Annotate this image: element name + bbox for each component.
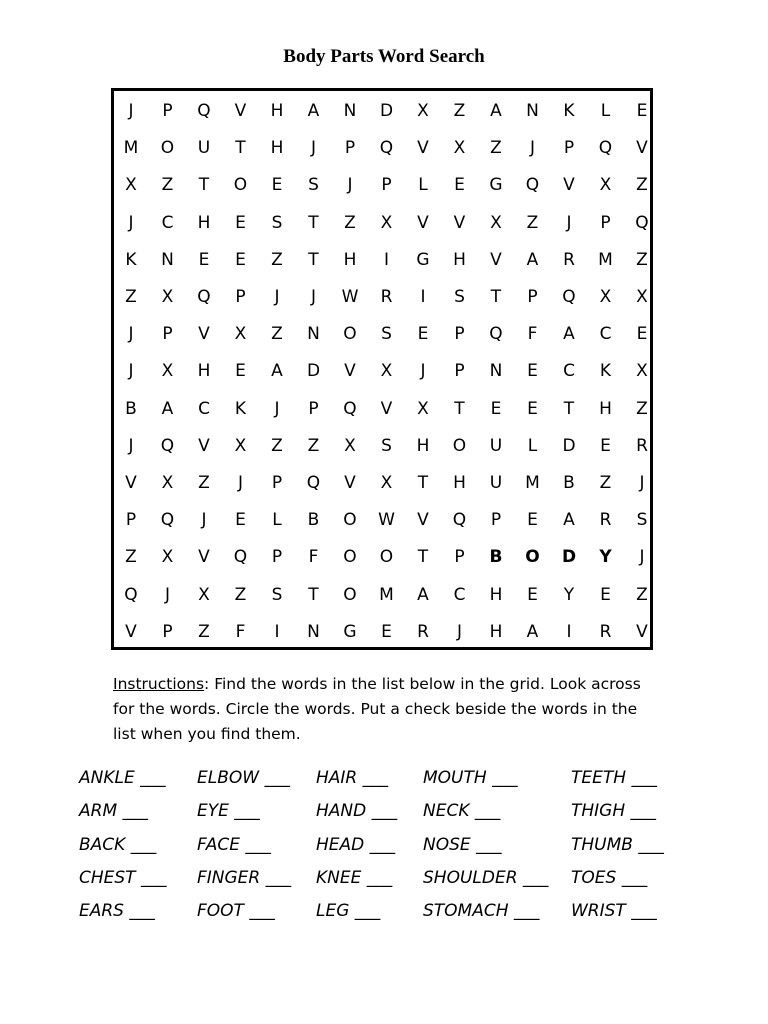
- grid-letter[interactable]: P: [308, 398, 319, 419]
- grid-letter[interactable]: C: [453, 584, 466, 605]
- grid-letter[interactable]: Z: [234, 584, 247, 605]
- grid-letter[interactable]: M: [123, 138, 139, 159]
- grid-letter[interactable]: R: [417, 621, 429, 642]
- grid-letter[interactable]: X: [453, 138, 466, 159]
- grid-letter[interactable]: J: [128, 361, 134, 382]
- grid-letter[interactable]: O: [452, 435, 467, 456]
- grid-letter[interactable]: T: [308, 212, 319, 233]
- grid-letter[interactable]: Q: [379, 138, 394, 159]
- grid-letter[interactable]: J: [274, 287, 280, 307]
- grid-letter[interactable]: V: [125, 473, 137, 493]
- grid-letter[interactable]: H: [270, 101, 284, 121]
- grid-letter[interactable]: Q: [197, 287, 211, 307]
- word-search-grid: [111, 88, 653, 650]
- grid-letter[interactable]: W: [341, 287, 359, 307]
- grid-letter[interactable]: J: [164, 584, 170, 605]
- grid-letter[interactable]: X: [417, 398, 429, 419]
- word-list-item: FACE ___: [197, 835, 271, 855]
- grid-letter[interactable]: T: [198, 175, 210, 196]
- grid-letter[interactable]: R: [599, 621, 612, 642]
- grid-letter[interactable]: O: [343, 510, 357, 531]
- word-list-item: HEAD ___: [316, 835, 396, 855]
- grid-letter[interactable]: E: [636, 101, 648, 121]
- grid-letter[interactable]: P: [454, 547, 465, 568]
- grid-letter[interactable]: Y: [599, 547, 612, 568]
- grid-letter[interactable]: B: [563, 473, 575, 493]
- grid-letter[interactable]: B: [489, 547, 503, 568]
- grid-letter[interactable]: J: [128, 435, 134, 456]
- grid-letter[interactable]: T: [308, 584, 319, 605]
- grid-letter[interactable]: E: [417, 324, 429, 345]
- grid-letter[interactable]: J: [128, 324, 134, 345]
- grid-letter[interactable]: D: [562, 435, 576, 456]
- grid-letter[interactable]: C: [161, 212, 174, 233]
- grid-letter[interactable]: V: [198, 324, 210, 345]
- grid-letter[interactable]: Q: [124, 584, 138, 605]
- word-list-item: KNEE ___: [316, 868, 393, 888]
- grid-letter[interactable]: U: [197, 138, 211, 159]
- grid-letter[interactable]: F: [308, 547, 319, 568]
- grid-letter[interactable]: I: [566, 621, 572, 642]
- grid-letter[interactable]: Q: [562, 287, 576, 307]
- grid-letter[interactable]: X: [380, 473, 393, 493]
- word-list-item: TEETH ___: [571, 768, 657, 788]
- grid-letter[interactable]: Q: [489, 324, 503, 345]
- grid-letter[interactable]: E: [235, 249, 246, 270]
- word-list-item: MOUTH ___: [423, 768, 518, 788]
- grid-letter[interactable]: K: [563, 101, 575, 121]
- grid-letter[interactable]: O: [160, 138, 175, 159]
- grid-letter[interactable]: V: [417, 510, 429, 531]
- grid-letter[interactable]: A: [271, 361, 283, 382]
- grid-letter[interactable]: R: [636, 435, 648, 456]
- grid-letter[interactable]: K: [599, 361, 612, 382]
- word-list-item: WRIST ___: [571, 901, 657, 921]
- grid-letter[interactable]: D: [379, 101, 394, 121]
- grid-letter[interactable]: P: [162, 621, 173, 642]
- grid-letter[interactable]: X: [161, 287, 174, 307]
- word-list-item: NOSE ___: [423, 835, 502, 855]
- grid-letter[interactable]: J: [237, 473, 243, 493]
- grid-letter[interactable]: J: [639, 547, 645, 568]
- grid-letter[interactable]: V: [198, 435, 210, 456]
- word-list-item: ARM ___: [79, 801, 149, 821]
- word-list-item: EARS ___: [79, 901, 155, 921]
- instructions-text: : Find the words in the list below in the grid. Look across for the words. Circle the words. Put a check beside the words in the list when you find them.: [113, 675, 641, 743]
- grid-letter[interactable]: L: [600, 101, 611, 121]
- grid-letter[interactable]: I: [420, 287, 426, 307]
- grid-letter[interactable]: Q: [525, 175, 540, 196]
- grid-letter[interactable]: V: [234, 101, 247, 121]
- grid-letter[interactable]: S: [381, 435, 392, 456]
- grid-letter[interactable]: P: [527, 287, 538, 307]
- grid-letter[interactable]: L: [527, 435, 538, 456]
- word-list-item: THUMB ___: [571, 835, 664, 855]
- grid-letter[interactable]: V: [417, 138, 429, 159]
- grid-letter[interactable]: H: [343, 249, 357, 270]
- grid-letter[interactable]: Y: [563, 584, 575, 605]
- grid-letter[interactable]: Q: [598, 138, 613, 159]
- word-list-item: SHOULDER ___: [423, 868, 549, 888]
- grid-letter[interactable]: X: [636, 287, 648, 307]
- grid-letter[interactable]: G: [343, 621, 357, 642]
- grid-letter[interactable]: N: [526, 101, 539, 121]
- grid-letter[interactable]: S: [454, 287, 465, 307]
- grid-letter[interactable]: G: [416, 249, 430, 270]
- grid-letter[interactable]: X: [161, 473, 174, 493]
- grid-letter[interactable]: E: [271, 175, 283, 196]
- grid-letter[interactable]: E: [636, 324, 648, 345]
- grid-letter[interactable]: E: [527, 361, 538, 382]
- grid-letter[interactable]: H: [197, 212, 211, 233]
- grid-letter[interactable]: P: [490, 510, 502, 531]
- grid-letter[interactable]: O: [525, 547, 540, 568]
- grid-letter[interactable]: X: [636, 361, 648, 382]
- grid-letter[interactable]: L: [418, 175, 428, 196]
- grid-letter[interactable]: R: [380, 287, 393, 307]
- grid-letter[interactable]: B: [125, 398, 137, 419]
- grid-letter[interactable]: P: [162, 101, 173, 121]
- word-list-item: FOOT ___: [197, 901, 275, 921]
- word-list-item: ANKLE ___: [79, 768, 166, 788]
- grid-letter[interactable]: G: [489, 175, 503, 196]
- grid-letter[interactable]: P: [235, 287, 246, 307]
- grid-letter[interactable]: Q: [452, 510, 467, 531]
- word-list-item: STOMACH ___: [423, 901, 540, 921]
- grid-letter[interactable]: F: [235, 621, 246, 642]
- grid-letter[interactable]: H: [489, 584, 503, 605]
- grid-letter[interactable]: Z: [344, 212, 356, 233]
- grid-letter[interactable]: H: [599, 398, 612, 419]
- grid-letter[interactable]: S: [381, 324, 392, 345]
- grid-letter[interactable]: Q: [233, 547, 248, 568]
- grid-letter[interactable]: F: [527, 324, 538, 345]
- grid-letter[interactable]: Z: [453, 101, 466, 121]
- grid-letter[interactable]: M: [379, 584, 394, 605]
- grid-letter[interactable]: J: [128, 101, 134, 121]
- grid-letter[interactable]: P: [600, 212, 611, 233]
- grid-letter[interactable]: Z: [125, 547, 137, 568]
- grid-letter[interactable]: D: [306, 361, 321, 382]
- grid-letter[interactable]: C: [563, 361, 575, 382]
- grid-letter[interactable]: P: [344, 138, 356, 159]
- grid-letter[interactable]: E: [454, 175, 465, 196]
- grid-letter[interactable]: H: [416, 435, 430, 456]
- word-list-item: LEG ___: [316, 901, 381, 921]
- grid-letter[interactable]: R: [563, 249, 575, 270]
- grid-letter[interactable]: J: [128, 212, 134, 233]
- grid-letter[interactable]: Z: [490, 138, 502, 159]
- grid-letter[interactable]: A: [563, 510, 575, 531]
- grid-letter[interactable]: X: [198, 584, 210, 605]
- grid-letter[interactable]: H: [270, 138, 284, 159]
- grid-letter[interactable]: Z: [271, 435, 283, 456]
- grid-letter[interactable]: J: [201, 510, 207, 531]
- word-list-item: THIGH ___: [571, 801, 657, 821]
- grid-letter[interactable]: X: [380, 212, 393, 233]
- grid-letter[interactable]: J: [274, 398, 280, 419]
- grid-letter[interactable]: A: [161, 398, 174, 419]
- grid-letter[interactable]: P: [563, 138, 575, 159]
- grid-letter[interactable]: N: [489, 361, 503, 382]
- grid-letter[interactable]: P: [454, 324, 465, 345]
- grid-letter[interactable]: H: [453, 249, 466, 270]
- grid-letter[interactable]: E: [235, 212, 246, 233]
- grid-letter[interactable]: A: [526, 249, 539, 270]
- grid-letter[interactable]: K: [234, 398, 247, 419]
- grid-letter[interactable]: U: [489, 473, 503, 493]
- word-list-item: EYE ___: [197, 801, 260, 821]
- grid-letter[interactable]: Z: [636, 398, 648, 419]
- grid-letter[interactable]: E: [490, 398, 502, 419]
- grid-letter[interactable]: J: [310, 287, 316, 307]
- grid-letter[interactable]: N: [161, 249, 174, 270]
- grid-letter[interactable]: N: [307, 621, 320, 642]
- grid-letter[interactable]: Q: [343, 398, 357, 419]
- grid-letter[interactable]: Z: [636, 584, 648, 605]
- grid-letter[interactable]: V: [198, 547, 210, 568]
- grid-letter[interactable]: P: [271, 547, 283, 568]
- grid-letter[interactable]: V: [453, 212, 466, 233]
- grid-letter[interactable]: E: [198, 249, 210, 270]
- page-title: Body Parts Word Search: [283, 46, 485, 67]
- grid-letter[interactable]: J: [566, 212, 572, 233]
- grid-letter[interactable]: C: [198, 398, 210, 419]
- grid-letter[interactable]: O: [233, 175, 248, 196]
- grid-letter[interactable]: J: [310, 138, 316, 159]
- grid-letter[interactable]: W: [378, 510, 395, 531]
- grid-letter[interactable]: P: [381, 175, 392, 196]
- grid-letter[interactable]: T: [308, 249, 319, 270]
- grid-letter[interactable]: Q: [160, 510, 175, 531]
- instructions: [113, 672, 658, 747]
- grid-letter[interactable]: X: [234, 435, 247, 456]
- grid-letter[interactable]: X: [417, 101, 429, 121]
- grid-letter[interactable]: V: [125, 621, 137, 642]
- grid-letter[interactable]: X: [599, 287, 612, 307]
- word-list-item: CHEST ___: [79, 868, 167, 888]
- grid-letter[interactable]: E: [600, 584, 611, 605]
- grid-letter[interactable]: N: [307, 324, 320, 345]
- grid-letter[interactable]: E: [600, 435, 611, 456]
- grid-letter[interactable]: T: [490, 287, 502, 307]
- grid-letter[interactable]: A: [526, 621, 539, 642]
- grid-letter[interactable]: V: [417, 212, 429, 233]
- grid-letter[interactable]: C: [599, 324, 612, 345]
- grid-letter[interactable]: Z: [271, 249, 283, 270]
- grid-letter[interactable]: J: [639, 473, 645, 493]
- grid-letter[interactable]: P: [454, 361, 465, 382]
- grid-letter[interactable]: Z: [636, 175, 648, 196]
- grid-letter[interactable]: T: [417, 547, 429, 568]
- grid-letter[interactable]: E: [527, 398, 538, 419]
- grid-letter[interactable]: H: [489, 621, 503, 642]
- grid-letter[interactable]: X: [161, 361, 174, 382]
- grid-letter[interactable]: E: [381, 621, 392, 642]
- grid-letter[interactable]: P: [271, 473, 283, 493]
- grid-letter[interactable]: Z: [636, 249, 648, 270]
- grid-letter[interactable]: O: [379, 547, 394, 568]
- grid-letter[interactable]: V: [490, 249, 502, 270]
- grid-letter[interactable]: O: [343, 547, 357, 568]
- grid-letter[interactable]: D: [561, 547, 577, 568]
- grid-letter[interactable]: Q: [160, 435, 175, 456]
- grid-letter[interactable]: K: [125, 249, 137, 270]
- grid-letter[interactable]: E: [527, 510, 538, 531]
- grid-letter[interactable]: V: [563, 175, 575, 196]
- grid-letter[interactable]: M: [525, 473, 540, 493]
- grid-letter[interactable]: X: [344, 435, 356, 456]
- grid-letter[interactable]: X: [490, 212, 502, 233]
- grid-letter[interactable]: S: [271, 584, 283, 605]
- grid-letter[interactable]: T: [417, 473, 429, 493]
- grid-letter[interactable]: N: [343, 101, 357, 121]
- grid-letter[interactable]: Z: [526, 212, 539, 233]
- grid-letter[interactable]: Q: [635, 212, 649, 233]
- grid-letter[interactable]: Z: [599, 473, 612, 493]
- grid-letter[interactable]: V: [344, 361, 356, 382]
- word-list-item: FINGER ___: [197, 868, 292, 888]
- word-list-item: ELBOW ___: [197, 768, 290, 788]
- grid-letter[interactable]: V: [344, 473, 356, 493]
- grid-letter[interactable]: X: [125, 175, 137, 196]
- grid-letter[interactable]: L: [272, 510, 282, 531]
- grid-letter[interactable]: E: [235, 361, 246, 382]
- grid-letter[interactable]: E: [235, 510, 246, 531]
- grid-letter[interactable]: J: [529, 138, 535, 159]
- grid-letter[interactable]: S: [636, 510, 648, 531]
- grid-letter[interactable]: Z: [307, 435, 320, 456]
- grid-letter[interactable]: S: [271, 212, 283, 233]
- grid-letter[interactable]: T: [235, 138, 246, 159]
- grid-letter[interactable]: Z: [271, 324, 283, 345]
- word-list-item: HAIR ___: [316, 768, 389, 788]
- word-list-item: TOES ___: [571, 868, 648, 888]
- grid-letter[interactable]: J: [420, 361, 426, 382]
- grid-letter[interactable]: A: [490, 101, 502, 121]
- grid-letter[interactable]: S: [308, 175, 319, 196]
- word-list-item: HAND ___: [316, 801, 398, 821]
- grid-letter[interactable]: M: [598, 249, 613, 270]
- grid-letter[interactable]: T: [563, 398, 575, 419]
- grid-letter[interactable]: H: [453, 473, 466, 493]
- grid-letter[interactable]: P: [162, 324, 173, 345]
- grid-letter[interactable]: Q: [197, 101, 211, 121]
- grid-letter[interactable]: X: [380, 361, 393, 382]
- word-list-item: BACK ___: [79, 835, 157, 855]
- grid-letter[interactable]: X: [599, 175, 612, 196]
- grid-letter[interactable]: O: [343, 584, 357, 605]
- grid-letter[interactable]: V: [636, 138, 648, 159]
- grid-letter[interactable]: Q: [306, 473, 321, 493]
- grid-letter[interactable]: J: [347, 175, 353, 196]
- grid-letter[interactable]: V: [636, 621, 648, 642]
- grid-letter[interactable]: J: [456, 621, 462, 642]
- grid-letter[interactable]: B: [307, 510, 320, 531]
- grid-letter[interactable]: A: [563, 324, 575, 345]
- grid-letter[interactable]: A: [417, 584, 429, 605]
- grid-letter[interactable]: I: [274, 621, 280, 642]
- grid-letter[interactable]: Z: [198, 473, 210, 493]
- grid-letter[interactable]: H: [197, 361, 211, 382]
- word-list-item: NECK ___: [423, 801, 501, 821]
- letter-grid: [114, 91, 650, 647]
- grid-letter[interactable]: Z: [125, 287, 137, 307]
- grid-letter[interactable]: X: [234, 324, 247, 345]
- grid-letter[interactable]: Z: [161, 175, 174, 196]
- grid-letter[interactable]: R: [599, 510, 612, 531]
- grid-letter[interactable]: A: [307, 101, 320, 121]
- grid-letter[interactable]: V: [380, 398, 393, 419]
- instructions-label: Instructions: [113, 675, 205, 693]
- grid-letter[interactable]: I: [383, 249, 389, 270]
- grid-letter[interactable]: X: [161, 547, 174, 568]
- grid-letter[interactable]: Z: [198, 621, 210, 642]
- grid-letter[interactable]: U: [489, 435, 503, 456]
- grid-letter[interactable]: T: [454, 398, 465, 419]
- grid-letter[interactable]: E: [527, 584, 538, 605]
- grid-letter[interactable]: O: [343, 324, 357, 345]
- grid-letter[interactable]: P: [125, 510, 137, 531]
